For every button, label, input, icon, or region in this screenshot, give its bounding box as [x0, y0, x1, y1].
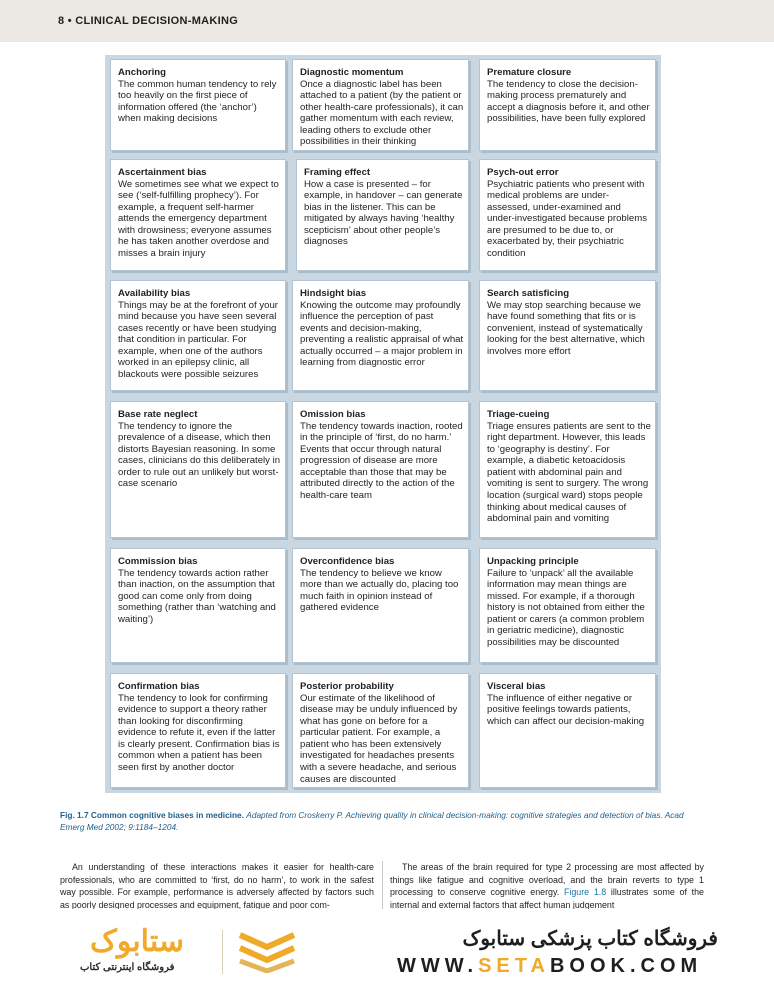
- bias-title: Confirmation bias: [118, 681, 200, 692]
- bias-title: Psych-out error: [487, 167, 559, 178]
- bias-title: Overconfidence bias: [300, 556, 395, 567]
- bias-description: The tendency to believe we know more than we actually do, placing too much faith in opinion instead of gathered evidence: [300, 567, 459, 614]
- logo-wordmark: ستابوک: [89, 925, 185, 958]
- bias-cell-unpacking-principle: [479, 548, 656, 663]
- bias-cell-base-rate-neglect: [110, 401, 286, 538]
- bias-description: Things may be at the forefront of your mind because you have seen several cases recently or have been studying that condition in particular. For example, when one of the authors worked in an epilepsy clinic, all blackouts were possible seizures: [118, 299, 278, 381]
- bias-cell-framing-effect: [296, 159, 469, 271]
- bias-description: Failure to ‘unpack’ all the available information may mean things are missed. For example, if a thorough history is not obtained from either the patient or carers (a common problem in geriatric medicine), diagnostic possibilities may be discounted: [487, 567, 645, 649]
- bias-description: We may stop searching because we have found something that fits or is convenient, instead of systematically looking for the best alternative, which involves more effort: [487, 299, 645, 357]
- logo-divider: [222, 930, 223, 974]
- bias-description: Psychiatric patients who present with medical problems are under-assessed, under-examined and under-investigated because problems are presumed to be due to, or exacerbated by, their psychiatric condition: [487, 178, 647, 260]
- chevron-logo-icon: [236, 931, 298, 973]
- bias-cell-availability-bias: [110, 280, 286, 391]
- bias-title: Omission bias: [300, 409, 366, 420]
- bias-title: Diagnostic momentum: [300, 67, 404, 78]
- figure-caption: [60, 809, 700, 833]
- bias-title: Anchoring: [118, 67, 166, 78]
- bias-title: Availability bias: [118, 288, 191, 299]
- bias-cell-psych-out-error: [479, 159, 656, 271]
- bias-description: The tendency to look for confirming evidence to support a theory rather than looking for disconfirming evidence to refute it, even if the latter is clearly present. Confirmation bias is common when a patient has been seen first by another doctor: [118, 692, 280, 774]
- bias-title: Search satisficing: [487, 288, 570, 299]
- body-text-right-start: The areas of the brain required for type 2 processing are most affected by things like fatigue and cognitive overload, and the brain reverts to type 1 processing to conserve cognitive energy.: [390, 862, 704, 897]
- bias-title: Triage-cueing: [487, 409, 550, 420]
- bias-cell-confirmation-bias: [110, 673, 286, 788]
- url-suffix: BOOK.COM: [549, 955, 703, 977]
- bias-cell-omission-bias: [292, 401, 469, 538]
- bias-description: The tendency to close the decision-making process prematurely and accept a diagnosis before it, and other possibilities, have been fully explored: [487, 78, 650, 125]
- bias-title: Hindsight bias: [300, 288, 367, 299]
- bias-cell-posterior-probability: [292, 673, 469, 788]
- bias-cell-visceral-bias: [479, 673, 656, 788]
- bias-cell-overconfidence-bias: [292, 548, 469, 663]
- figure-title: Common cognitive biases in medicine.: [90, 810, 244, 820]
- bias-title: Commission bias: [118, 556, 198, 567]
- bias-title: Posterior probability: [300, 681, 394, 692]
- bias-cell-anchoring: [110, 59, 286, 151]
- bias-description: Once a diagnostic label has been attached to a patient (by the patient or other health-care professionals), it can gather momentum with each review, leading others to exclude other possibilities in their thinking: [300, 78, 464, 148]
- bias-cell-triage-cueing: [479, 401, 656, 538]
- bias-description: The tendency to ignore the prevalence of a disease, which then distorts Bayesian reasoning. In some cases, clinicians do this deliberately in order to rule out an unlikely but worst-case scenario: [118, 420, 281, 490]
- bias-cell-ascertainment-bias: [110, 159, 286, 271]
- url-accent: SETA: [478, 955, 550, 977]
- bias-description: We sometimes see what we expect to see (‘self-fulfilling prophecy’). For example, a frequent self-harmer attends the emergency department with drowsiness; everyone assumes he has taken another overdose and misses a brain injury: [118, 178, 279, 260]
- banner-title: فروشگاه کتاب پزشکی ستابوک: [462, 928, 718, 950]
- bias-description: The tendency towards inaction, rooted in the principle of ‘first, do no harm.’ Events that occur through natural progression of disease are more acceptable than those that may be attributed directly to the action of the health-care team: [300, 420, 463, 502]
- running-head: 8 • CLINICAL DECISION-MAKING: [58, 15, 239, 27]
- bias-title: Framing effect: [304, 167, 371, 178]
- bias-cell-search-satisficing: [479, 280, 656, 391]
- bias-description: Knowing the outcome may profoundly influence the perception of past events and decision-making, preventing a realistic appraisal of what actually occurred – a major problem in learning from diagnostic error: [300, 299, 464, 369]
- body-text-right-end: illustrates some of the internal and external factors that affect human judgement: [390, 887, 704, 909]
- body-text-left: An understanding of these interactions makes it easier for health-care professionals, who are committed to ‘first, do no harm’, to work in the safest way possible. For example, performance is adversely affected by factors such as poorly designed processes and equipment, fatigue and poor com-: [60, 862, 374, 909]
- bias-cell-commission-bias: [110, 548, 286, 663]
- bias-description: Triage ensures patients are sent to the right department. However, this leads to ‘geography is destiny’. For example, a diabetic ketoacidosis patient with abdominal pain and vomiting is sent to surgery. The wrong location (surgical ward) stops people thinking about medical causes of abdominal pain and vomiting: [487, 420, 651, 525]
- bias-title: Premature closure: [487, 67, 572, 78]
- bias-title: Unpacking principle: [487, 556, 579, 567]
- bias-cell-hindsight-bias: [292, 280, 469, 391]
- column-divider: [382, 861, 383, 909]
- bias-cell-premature-closure: [479, 59, 656, 151]
- bias-title: Ascertainment bias: [118, 167, 207, 178]
- setabook-logo[interactable]: [62, 922, 212, 962]
- bias-title: Base rate neglect: [118, 409, 198, 420]
- bias-title: Visceral bias: [487, 681, 546, 692]
- page-header-bar: [0, 0, 774, 42]
- figure-source: Adapted from Croskerry P. Achieving quality in clinical decision-making: cognitive strategies and detection of bias. Acad Emerg Med 2002; 9:1184–1204.: [60, 810, 684, 832]
- bias-description: The tendency towards action rather than inaction, on the assumption that good can come only from doing something (rather than ‘watching and waiting’): [118, 567, 276, 625]
- bias-cell-diagnostic-momentum: [292, 59, 469, 151]
- body-text-right: [390, 861, 704, 909]
- bias-description: The influence of either negative or positive feelings towards patients, which can affect our decision-making: [487, 692, 645, 727]
- banner-url[interactable]: [397, 955, 702, 978]
- bias-description: Our estimate of the likelihood of disease may be unduly influenced by what has gone on before for a particular patient. For example, a patient who has been extensively investigated for headaches presents with a severe headache, and serious causes are discounted: [300, 692, 458, 785]
- url-prefix: WWW.: [397, 955, 479, 977]
- figure-reference-link[interactable]: Figure 1.8: [563, 887, 607, 897]
- bias-description: How a case is presented – for example, in handover – can generate bias in the listener. This can be mitigated by always having ‘healthy scepticism’ about other people’s diagnoses: [304, 178, 463, 248]
- logo-tagline: فروشگاه اینترنتی کتاب: [80, 962, 175, 973]
- bias-description: The common human tendency to rely too heavily on the first piece of information offered (the ‘anchor’) when making decisions: [118, 78, 277, 125]
- figure-label: Fig. 1.7: [60, 810, 89, 820]
